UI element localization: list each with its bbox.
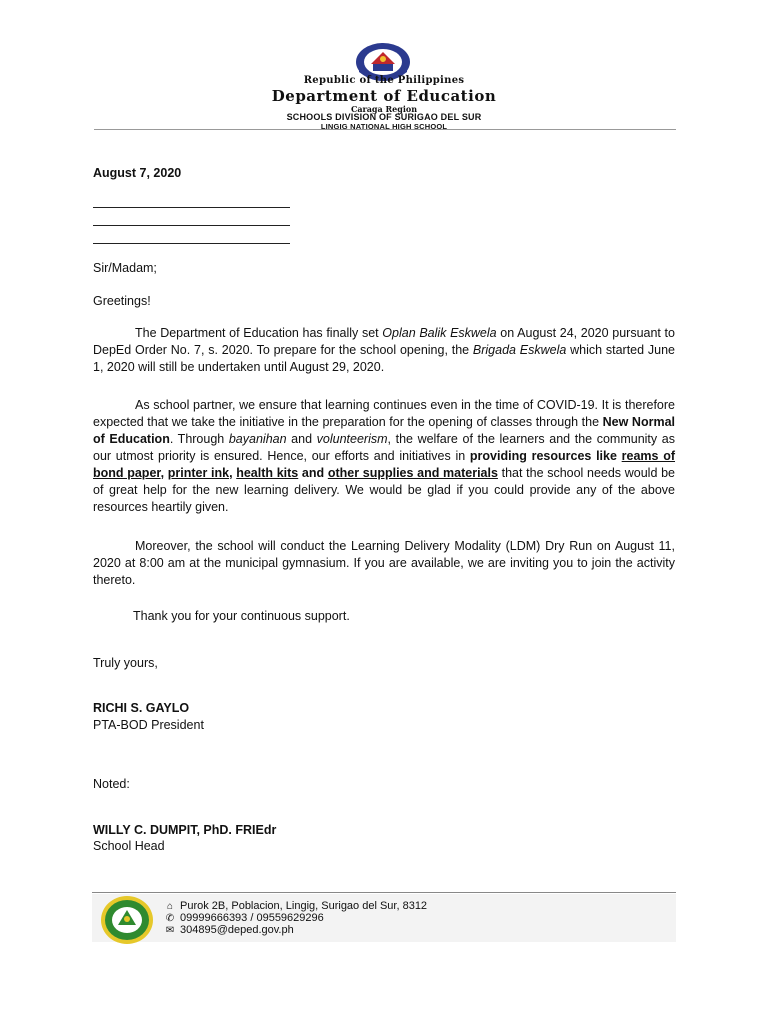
letter-date: August 7, 2020 <box>93 166 182 180</box>
header-divider <box>94 129 676 130</box>
recipient-line-2 <box>93 225 290 226</box>
salutation: Sir/Madam; <box>93 261 157 275</box>
phone-icon: ✆ <box>165 913 175 924</box>
email-icon: ✉ <box>165 925 175 936</box>
header-region: Caraga Region <box>350 104 418 114</box>
signatory-2-name: WILLY C. DUMPIT, PhD. FRIEdr <box>93 823 277 837</box>
footer-email: ✉ 304895@deped.gov.ph <box>165 924 294 936</box>
recipient-line-1 <box>93 207 290 208</box>
noted-label: Noted: <box>93 777 130 791</box>
school-logo <box>100 895 154 945</box>
signatory-1-title: PTA-BOD President <box>93 718 204 732</box>
signatory-2-title: School Head <box>93 839 165 853</box>
home-icon: ⌂ <box>166 901 174 912</box>
thanks-line: Thank you for your continuous support. <box>133 609 350 623</box>
greeting: Greetings! <box>93 294 151 308</box>
footer-phone: ✆ 09999666393 / 09559629296 <box>165 912 324 924</box>
header-school: LINGIG NATIONAL HIGH SCHOOL <box>320 122 448 131</box>
footer-divider <box>92 892 676 893</box>
header-republic: Republic of the Philippines <box>303 75 465 86</box>
closing: Truly yours, <box>93 656 158 670</box>
paragraph-2: As school partner, we ensure that learning continues even in the time of COVID-19. It is therefore expected that we take the initiative in the preparation for the opening of classes through the New Normal of Education. Through bayanihan and volunteerism, the welfare of the learners and the community as our utmost priority is ensured. Hence, our efforts and initiatives in providing resources like reams of bond paper, printer ink, health kits and other supplies and materials that the school needs would be of great help for the new learning delivery. We would be glad if you could provide any of the above resources heartily given. <box>93 398 676 514</box>
footer-address: ⌂ Purok 2B, Poblacion, Lingig, Surigao del Sur, 8312 <box>164 900 427 913</box>
recipient-line-3 <box>93 243 290 244</box>
header-division: SCHOOLS DIVISION OF SURIGAO DEL SUR <box>286 112 482 122</box>
paragraph-3: Moreover, the school will conduct the Learning Delivery Modality (LDM) Dry Run on August 11, 2020 at 8:00 am at the municipal gymnasium. If you are available, we are inviting you to join the activity thereto. <box>93 539 675 587</box>
signatory-1-name: RICHI S. GAYLO <box>93 701 190 715</box>
header-department: Department of Education <box>271 87 497 105</box>
paragraph-1: The Department of Education has finally set Oplan Balik Eskwela on August 24, 2020 pursuant to DepEd Order No. 7, s. 2020. To prepare for the school opening, the Brigada Eskwela which started June 1, 2020 will still be undertaken until August 29, 2020. <box>93 326 675 374</box>
